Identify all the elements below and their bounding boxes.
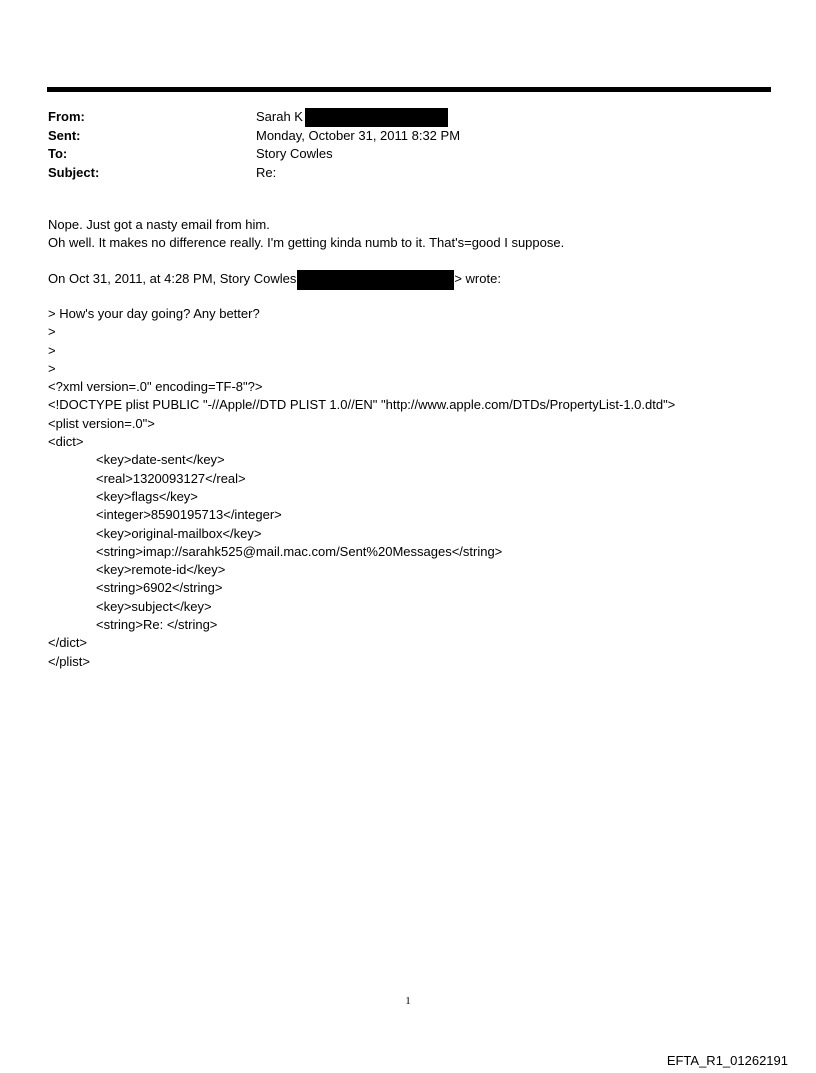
plist-entry: <string>imap://sarahk525@mail.mac.com/Sent%20Messages</string> — [96, 543, 503, 559]
plist-entry: <string>6902</string> — [96, 580, 223, 596]
to-label: To: — [48, 146, 68, 161]
plist-line: <!DOCTYPE plist PUBLIC "-//Apple//DTD PLIST 1.0//EN" "http://www.apple.com/DTDs/PropertyList-1.0.dtd"> — [48, 397, 676, 413]
quoted-block — [48, 305, 788, 671]
quote-intro-wrote: > wrote: — [454, 271, 501, 286]
plist-entry: <key>remote-id</key> — [96, 562, 226, 578]
quoted-line: > — [48, 324, 56, 340]
plist-entry: <key>date-sent</key> — [96, 452, 225, 468]
plist-line: <dict> — [48, 434, 84, 450]
message-line: Oh well. It makes no difference really. I'm getting kinda numb to it. That's=good I suppose. — [48, 235, 565, 251]
quote-intro — [48, 269, 788, 289]
redaction-box — [305, 108, 448, 127]
to-value: Story Cowles — [256, 146, 333, 161]
plist-entry: <string>Re: </string> — [96, 617, 218, 633]
page-number: 1 — [405, 995, 411, 1007]
plist-line: </dict> — [48, 635, 88, 651]
quoted-line: > — [48, 360, 56, 376]
plist-entry: <real>1320093127</real> — [96, 470, 246, 486]
document-id: EFTA_R1_01262191 — [666, 1053, 788, 1068]
quote-intro-text: On Oct 31, 2011, at 4:28 PM, Story Cowles — [48, 271, 297, 286]
quoted-line: > How's your day going? Any better? — [48, 306, 260, 321]
sent-value: Monday, October 31, 2011 8:32 PM — [256, 127, 461, 143]
subject-value: Re: — [256, 164, 277, 180]
plist-entry: <integer>8590195713</integer> — [96, 507, 282, 523]
subject-label: Subject: — [48, 164, 100, 180]
from-label: From: — [48, 109, 85, 124]
sent-label: Sent: — [48, 127, 81, 143]
plist-entry: <key>flags</key> — [96, 488, 198, 504]
plist-entry: <key>subject</key> — [96, 598, 212, 614]
from-value — [256, 108, 448, 127]
redaction-box — [297, 270, 454, 290]
quoted-line: > — [48, 342, 56, 358]
plist-line: </plist> — [48, 653, 90, 669]
plist-entry: <key>original-mailbox</key> — [96, 525, 262, 541]
header-rule — [47, 87, 771, 92]
message-line: Nope. Just got a nasty email from him. — [48, 217, 270, 232]
plist-line: <?xml version=.0" encoding=TF-8"?> — [48, 379, 263, 395]
message-body — [48, 216, 788, 253]
from-name: Sarah K — [256, 109, 303, 124]
plist-line: <plist version=.0"> — [48, 415, 155, 431]
